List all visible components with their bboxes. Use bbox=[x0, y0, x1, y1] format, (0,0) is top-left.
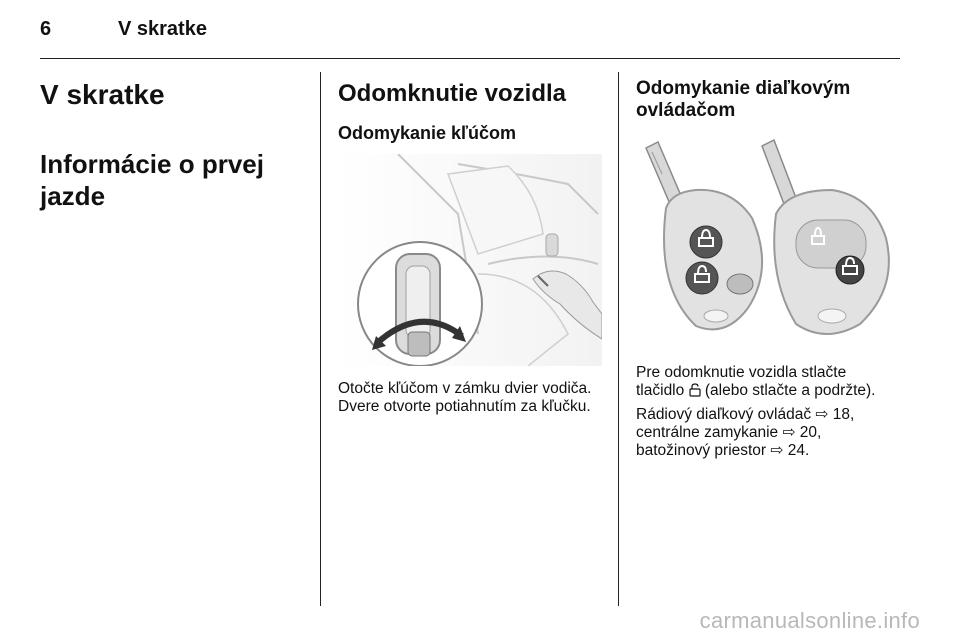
page-reference-icon: ⇨ bbox=[782, 424, 796, 441]
watermark: carmanualsonline.info bbox=[699, 608, 920, 633]
unlock-icon bbox=[689, 383, 701, 397]
reference-page: 18, bbox=[832, 406, 855, 423]
reference-label: Rádiový diaľkový ovládač bbox=[636, 406, 812, 423]
column-2 bbox=[338, 74, 608, 416]
text-fragment: tlačidlo bbox=[636, 382, 685, 399]
column-divider-right bbox=[618, 72, 619, 606]
reference-label: batožinový priestor bbox=[636, 442, 767, 459]
text-line: Pre odomknutie vozidla stlačte bbox=[636, 364, 847, 381]
instruction-line: Otočte kľúčom v zámku dvier vodiča. bbox=[338, 380, 592, 397]
door-lock-illustration bbox=[338, 154, 602, 366]
reference-page: 20, bbox=[799, 424, 822, 441]
page-reference-icon: ⇨ bbox=[815, 406, 829, 423]
column-1 bbox=[40, 74, 310, 212]
cross-references bbox=[636, 406, 906, 460]
key-unlock-subtitle: Odomykanie kľúčom bbox=[338, 123, 516, 143]
column-divider-left bbox=[320, 72, 321, 606]
remote-fobs-illustration bbox=[636, 138, 900, 350]
section-title: V skratke bbox=[40, 79, 165, 110]
column-3 bbox=[636, 74, 906, 460]
running-title: V skratke bbox=[118, 18, 207, 40]
remote-instruction bbox=[636, 364, 906, 400]
page-reference-icon: ⇨ bbox=[770, 442, 784, 459]
instruction-line: Dvere otvorte potiahnutím za kľučku. bbox=[338, 398, 591, 415]
unlock-title: Odomknutie vozidla bbox=[338, 80, 567, 107]
text-fragment: (alebo stlačte a podržte). bbox=[704, 382, 876, 399]
section-subtitle: Informácie o prvej jazde bbox=[40, 149, 264, 211]
title-line: ovládačom bbox=[636, 100, 736, 121]
reference-page: 24. bbox=[787, 442, 810, 459]
title-line: Odomykanie diaľkovým bbox=[636, 78, 851, 99]
header-rule bbox=[40, 58, 900, 59]
page-number: 6 bbox=[40, 18, 52, 40]
reference-label: centrálne zamykanie bbox=[636, 424, 779, 441]
remote-unlock-title bbox=[636, 78, 906, 122]
